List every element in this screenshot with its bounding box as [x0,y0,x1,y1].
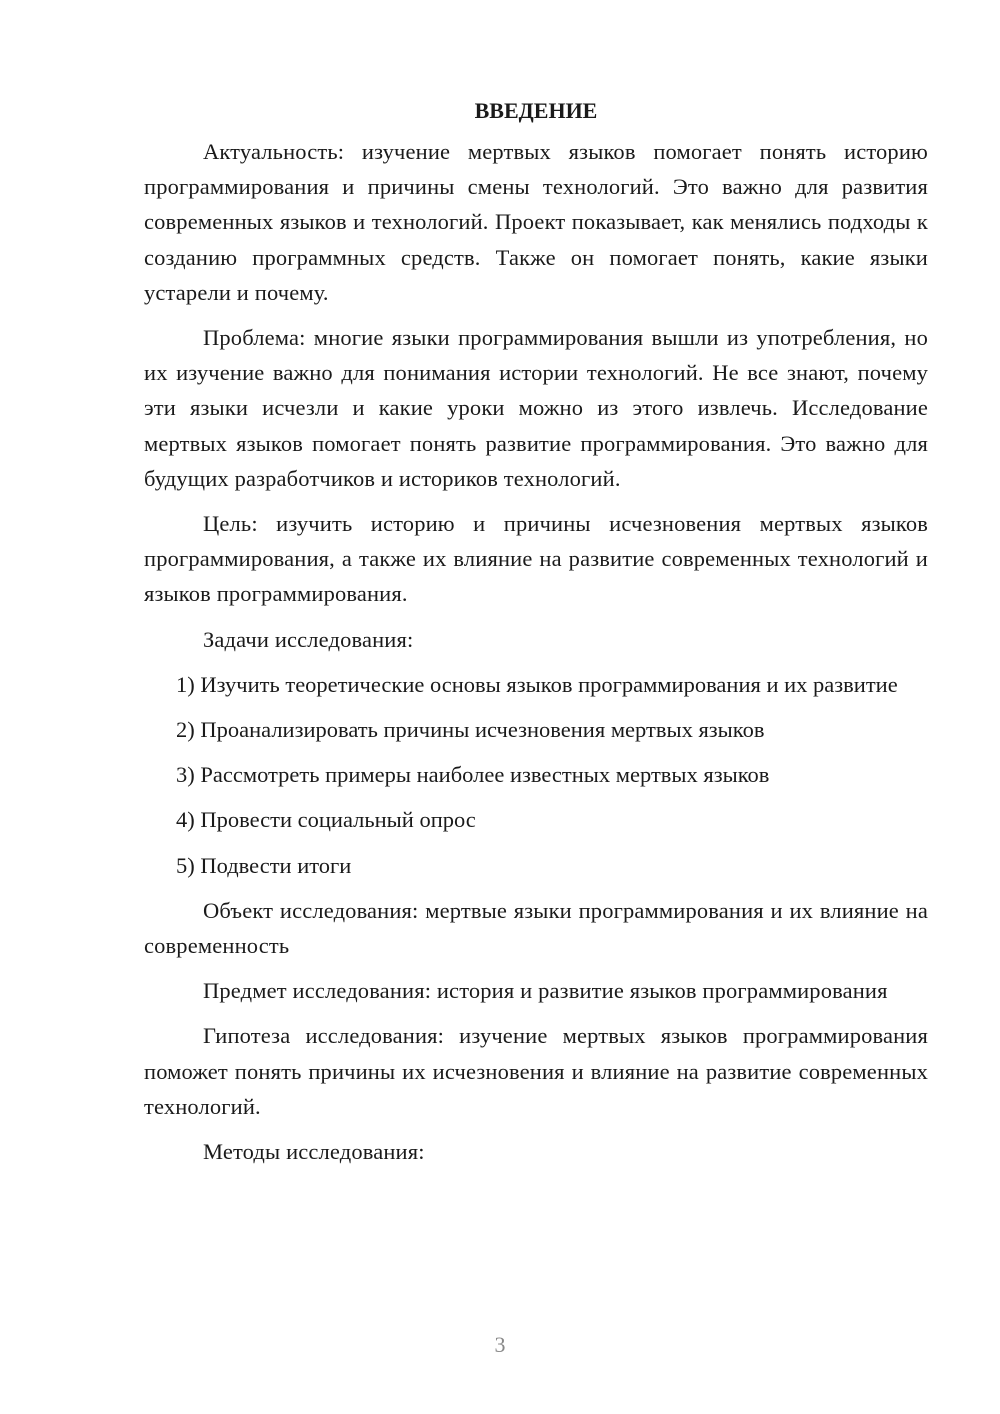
document-body [144,92,928,1179]
paragraph-problem: Проблема: многие языки программирования вышли из употребления, но их изучение важно для понимания истории технологий. Не все знают, почему эти языки исчезли и какие уроки можно из этого извлечь. Исследование мертвых языков помогает понять развитие программирования. Это важно для будущих разработчиков и историков технологий. [144,325,928,491]
task-item-3: 3) Рассмотреть примеры наиболее известных мертвых языков [176,762,770,788]
task-item-1: 1) Изучить теоретические основы языков программирования и их развитие [176,671,898,697]
task-item-2: 2) Проанализировать причины исчезновения мертвых языков [176,717,765,743]
section-title: ВВЕДЕНИЕ [474,98,598,123]
task-item-4: 4) Провести социальный опрос [176,807,476,833]
paragraph-object: Объект исследования: мертвые языки программирования и их влияние на современность [144,897,928,959]
paragraph-tasks-heading: Задачи исследования: [203,626,414,652]
paragraph-subject: Предмет исследования: история и развитие языков программирования [203,978,888,1004]
paragraph-hypothesis: Гипотеза исследования: изучение мертвых языков программирования поможет понять причины их исчезновения и влияние на развитие современных технологий. [144,1023,928,1119]
paragraph-goal: Цель: изучить историю и причины исчезновения мертвых языков программирования, а также их влияние на развитие современных технологий и языков программирования. [144,511,928,607]
task-item-5: 5) Подвести итоги [176,852,352,878]
paragraph-methods: Методы исследования: [203,1139,425,1165]
page-number: 3 [494,1332,506,1357]
paragraph-relevance: Актуальность: изучение мертвых языков помогает понять историю программирования и причины смены технологий. Это важно для развития современных языков и технологий. Проект показывает, как менялись подходы к созданию программных средств. Также он помогает понять, какие языки устарели и почему. [144,139,928,305]
